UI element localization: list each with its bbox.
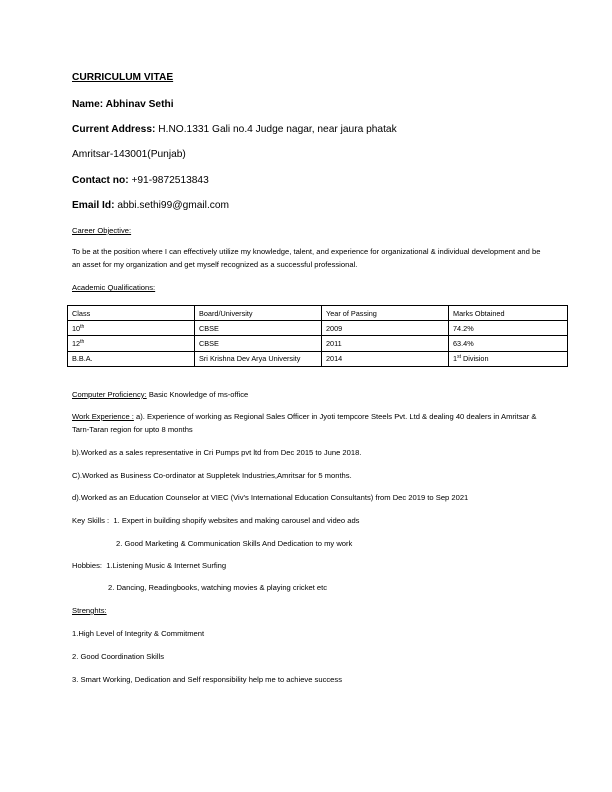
email-label: Email Id: — [72, 200, 115, 211]
header-board: Board/University — [195, 306, 322, 321]
hobbies-label: Hobbies: — [72, 561, 102, 570]
contact-value: +91-9872513843 — [131, 175, 209, 186]
work-experience-heading: Work Experience : — [72, 412, 134, 421]
name-label: Name: — [72, 99, 104, 110]
computer-proficiency-heading: Computer Proficiency: — [72, 390, 147, 399]
cell-board: CBSE — [195, 321, 322, 336]
cell-class: B.B.A. — [68, 351, 195, 366]
table-row — [68, 321, 568, 336]
career-objective-heading: Career Objective: — [72, 226, 132, 235]
strength-item: 1.High Level of Integrity & Commitment — [72, 629, 205, 638]
header-class: Class — [68, 306, 195, 321]
work-item: d).Worked as an Education Counselor at VIEC (Viv's International Education Consultants) from Dec 2019 to Sep 2021 — [72, 493, 469, 502]
strength-item: 3. Smart Working, Dedication and Self responsibility help me to achieve success — [72, 675, 342, 684]
hobby-item: 2. Dancing, Readingbooks, watching movies & playing cricket etc — [108, 583, 328, 592]
email-value: abbi.sethi99@gmail.com — [117, 200, 230, 211]
cell-marks: 74.2% — [449, 321, 568, 336]
contact-label: Contact no: — [72, 175, 129, 186]
skill-item: 2. Good Marketing & Communication Skills And Dedication to my work — [116, 539, 353, 548]
skill-item: 1. Expert in building shopify websites and making carousel and video ads — [113, 516, 360, 525]
cell-marks: 1st Division — [449, 351, 568, 366]
header-marks: Marks Obtained — [449, 306, 568, 321]
cell-class: 12th — [68, 336, 195, 351]
strengths-heading: Strenghts: — [72, 606, 107, 615]
cell-class: 10th — [68, 321, 195, 336]
career-objective-text: To be at the position where I can effectively utilize my knowledge, talent, and experience for organizational & individual development and be an asset for my organization and get myself recognized as a successful professional. — [72, 247, 541, 269]
key-skills-label: Key Skills : — [72, 516, 110, 525]
cell-year: 2009 — [322, 321, 449, 336]
address-line-2: Amritsar-143001(Punjab) — [72, 149, 186, 160]
work-item: C).Worked as Business Co-ordinator at Suppletek Industries,Amritsar for 5 months. — [72, 471, 352, 480]
computer-proficiency-line — [72, 390, 248, 399]
address-line — [72, 124, 397, 135]
computer-proficiency-text: Basic Knowledge of ms-office — [146, 390, 249, 399]
cell-year: 2014 — [322, 351, 449, 366]
table-row — [68, 336, 568, 351]
cell-board: Sri Krishna Dev Arya University — [195, 351, 322, 366]
address-label: Current Address: — [72, 124, 156, 135]
header-year: Year of Passing — [322, 306, 449, 321]
email-line — [72, 200, 229, 211]
hobbies-line — [72, 561, 226, 570]
table-header-row — [68, 306, 568, 321]
academic-heading: Academic Qualifications: — [72, 283, 156, 292]
work-item: b).Worked as a sales representative in Cri Pumps pvt ltd from Dec 2015 to June 2018. — [72, 448, 362, 457]
academic-table — [67, 305, 568, 367]
table-row — [68, 351, 568, 366]
work-experience-a — [72, 411, 542, 436]
cell-year: 2011 — [322, 336, 449, 351]
name-line — [72, 99, 174, 110]
document-title: CURRICULUM VITAE — [72, 72, 174, 83]
contact-line — [72, 175, 209, 186]
cell-marks: 63.4% — [449, 336, 568, 351]
strength-item: 2. Good Coordination Skills — [72, 652, 165, 661]
hobby-item: 1.Listening Music & Internet Surfing — [106, 561, 227, 570]
key-skills-line — [72, 516, 359, 525]
work-item: a). Experience of working as Regional Sales Officer in Jyoti tempcore Steels Pvt. Ltd & dealing 40 dealers in Amritsar & Tarn-Taran region for upto 8 months — [72, 412, 537, 434]
cell-board: CBSE — [195, 336, 322, 351]
address-value: H.NO.1331 Gali no.4 Judge nagar, near jaura phatak — [158, 124, 397, 135]
name-value: Abhinav Sethi — [105, 99, 174, 110]
